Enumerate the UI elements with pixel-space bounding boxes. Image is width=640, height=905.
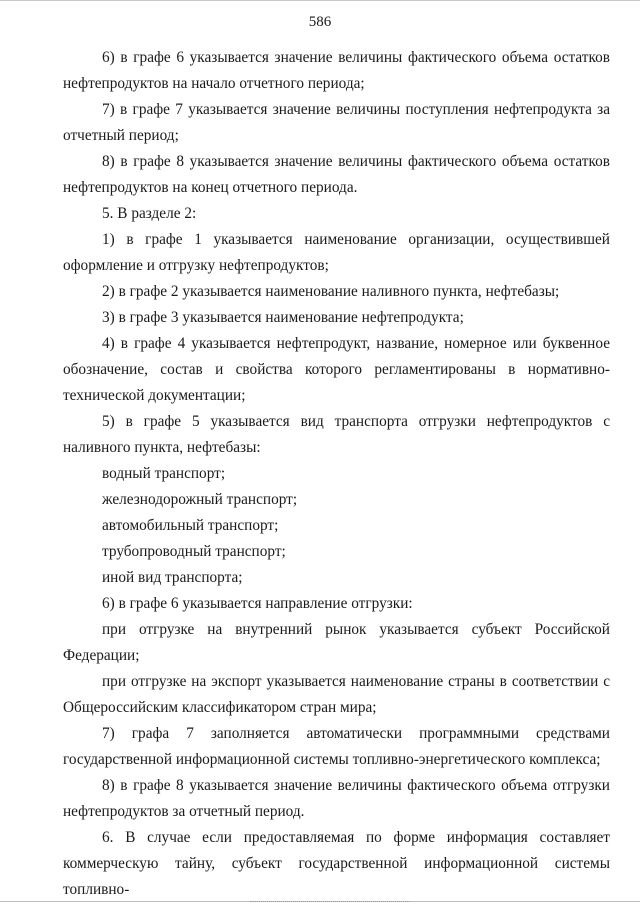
scan-top-edge	[0, 0, 640, 1]
paragraph-graph-6-remains-start: 6) в графе 6 указывается значение величины фактического объема остатков нефтепродуктов на начало отчетного периода;	[63, 49, 610, 92]
paragraph-graph-5-transport-type: 5) в графе 5 указывается вид транспорта отгрузки нефтепродуктов с наливного пункта, нефтебазы:	[63, 413, 610, 456]
list-item-road-transport: автомобильный транспорт;	[102, 517, 279, 534]
paragraph-graph-1-organization: 1) в графе 1 указывается наименование организации, осуществившей оформление и отгрузку нефтепродуктов;	[63, 231, 610, 274]
scan-cut-off-text-marks	[250, 901, 410, 905]
paragraph-graph-2-filling-point: 2) в графе 2 указывается наименование наливного пункта, нефтебазы;	[102, 283, 560, 300]
paragraph-graph-4-product-designation: 4) в графе 4 указывается нефтепродукт, название, номерное или буквенное обозначение, состав и свойства которого регламентированы в нормативно-технической документации;	[63, 335, 610, 404]
document-body	[63, 45, 610, 903]
paragraph-graph-3-product-name: 3) в графе 3 указывается наименование нефтепродукта;	[102, 309, 464, 326]
paragraph-graph-8-shipment-volume: 8) в графе 8 указывается значение величины фактического объема отгрузки нефтепродуктов за отчетный период.	[63, 777, 610, 820]
list-item-pipeline-transport: трубопроводный транспорт;	[102, 543, 286, 560]
page-number: 586	[308, 14, 332, 30]
paragraph-export: при отгрузке на экспорт указывается наименование страны в соответствии с Общероссийским классификатором стран мира;	[63, 673, 610, 716]
paragraph-commercial-secret-line-2: коммерческую тайну, субъект государственной информационной системы топливно-	[63, 855, 610, 898]
list-item-water-transport: водный транспорт;	[102, 465, 226, 482]
paragraph-graph-6-shipment-direction: 6) в графе 6 указывается направление отгрузки:	[102, 595, 413, 612]
paragraph-graph-7-receipt: 7) в графе 7 указывается значение величины поступления нефтепродукта за отчетный период;	[63, 101, 610, 144]
paragraph-graph-7-automatic: 7) графа 7 заполняется автоматически программными средствами государственной информационной системы топливно-энергетического комплекса;	[63, 725, 610, 768]
paragraph-commercial-secret-line-1: 6. В случае если предоставляемая по форме информация составляет	[102, 829, 610, 846]
list-item-other-transport: иной вид транспорта;	[102, 569, 243, 586]
list-item-rail-transport: железнодорожный транспорт;	[102, 491, 298, 508]
paragraph-section-2-heading: 5. В разделе 2:	[102, 205, 197, 222]
paragraph-domestic-market: при отгрузке на внутренний рынок указывается субъект Российской Федерации;	[63, 621, 610, 664]
paragraph-graph-8-remains-end: 8) в графе 8 указывается значение величины фактического объема остатков нефтепродуктов на конец отчетного периода.	[63, 153, 610, 196]
